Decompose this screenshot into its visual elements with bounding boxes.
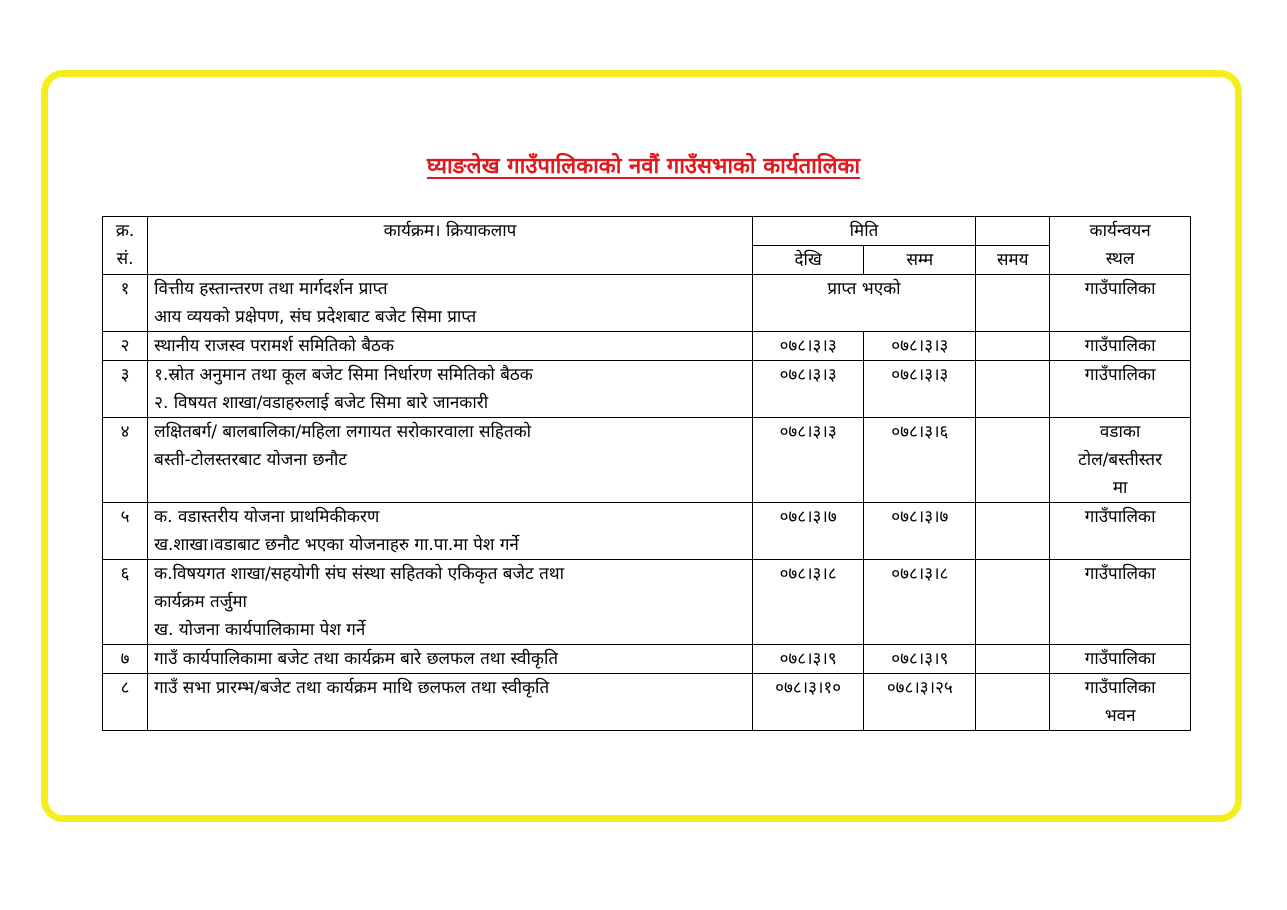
row-time (976, 275, 1050, 332)
place-line: गाउँपालिका (1084, 649, 1156, 669)
row-activity (148, 332, 753, 361)
place-line: गाउँपालिका (1084, 336, 1156, 356)
row-activity (148, 361, 753, 418)
page-title (0, 150, 1287, 180)
row-sn: १ (103, 275, 148, 332)
row-activity (148, 674, 753, 731)
row-time (976, 332, 1050, 361)
activity-line: कार्यक्रम तर्जुमा (154, 592, 247, 612)
row-place (1050, 275, 1191, 332)
row-sn: ३ (103, 361, 148, 418)
header-date: मिति (752, 217, 975, 246)
header-activity-label: कार्यक्रम। क्रियाकलाप (383, 221, 517, 241)
row-time (976, 361, 1050, 418)
table-row (103, 645, 1191, 674)
row-sn: ४ (103, 418, 148, 503)
row-sn: ७ (103, 645, 148, 674)
activity-line: ख. योजना कार्यपालिकामा पेश गर्ने (154, 620, 366, 640)
activity-line: क. वडास्तरीय योजना प्राथमिकीकरण (154, 507, 380, 527)
header-sn (103, 217, 148, 275)
header-sn-line1: क्र. (115, 221, 135, 241)
row-place (1050, 674, 1191, 731)
activity-line: लक्षितबर्ग/ बालबालिका/महिला लगायत सरोकारवाला सहितको (154, 422, 532, 442)
row-time (976, 560, 1050, 645)
header-time: समय (976, 246, 1050, 275)
row-sn: ८ (103, 674, 148, 731)
header-to: सम्म (864, 246, 976, 275)
row-time (976, 645, 1050, 674)
header-activity (148, 217, 753, 275)
row-from: ०७८।३।१० (752, 674, 864, 731)
table-row (103, 560, 1191, 645)
row-sn: ५ (103, 503, 148, 560)
activity-line: क.विषयगत शाखा/सहयोगी संघ संस्था सहितको एकिकृत बजेट तथा (154, 564, 565, 584)
row-to: ०७८।३।७ (864, 503, 976, 560)
header-place-line1: कार्यन्वयन (1089, 221, 1151, 241)
table-row (103, 418, 1191, 503)
row-sn: ६ (103, 560, 148, 645)
row-date-combined: प्राप्त भएको (752, 275, 975, 332)
row-activity (148, 418, 753, 503)
place-line: गाउँपालिका (1084, 678, 1156, 698)
row-to: ०७८।३।८ (864, 560, 976, 645)
row-to: ०७८।३।३ (864, 361, 976, 418)
row-place (1050, 418, 1191, 503)
table-row (103, 275, 1191, 332)
activity-line: वित्तीय हस्तान्तरण तथा मार्गदर्शन प्राप्त (154, 279, 388, 299)
row-to: ०७८।३।६ (864, 418, 976, 503)
header-blank (976, 217, 1050, 246)
row-activity (148, 560, 753, 645)
place-line: वडाका (1099, 422, 1141, 442)
place-line: टोल/बस्तीस्तर (1078, 450, 1163, 470)
row-from: ०७८।३।९ (752, 645, 864, 674)
row-place (1050, 332, 1191, 361)
row-from: ०७८।३।३ (752, 361, 864, 418)
row-place (1050, 503, 1191, 560)
row-activity (148, 275, 753, 332)
activity-line: स्थानीय राजस्व परामर्श समितिको बैठक (154, 336, 394, 356)
activity-line: ख.शाखा।वडाबाट छनौट भएका योजनाहरु गा.पा.मा पेश गर्ने (154, 535, 519, 555)
place-line: भवन (1104, 706, 1136, 726)
row-from: ०७८।३।३ (752, 332, 864, 361)
table-body (103, 275, 1191, 731)
activity-line: २. विषयत शाखा/वडाहरुलाई बजेट सिमा बारे जानकारी (154, 393, 489, 413)
row-to: ०७८।३।२५ (864, 674, 976, 731)
row-from: ०७८।३।७ (752, 503, 864, 560)
row-place (1050, 560, 1191, 645)
row-time (976, 674, 1050, 731)
place-line: गाउँपालिका (1084, 507, 1156, 527)
activity-line: आय व्ययको प्रक्षेपण, संघ प्रदेशबाट बजेट सिमा प्राप्त (154, 307, 477, 327)
table-row (103, 361, 1191, 418)
place-line: गाउँपालिका (1084, 279, 1156, 299)
schedule-table (102, 216, 1191, 731)
place-line: गाउँपालिका (1084, 365, 1156, 385)
header-sn-line2: सं. (116, 249, 134, 269)
page-title-text: घ्याङलेख गाउँपालिकाको नवौं गाउँसभाको कार्यतालिका (426, 154, 861, 179)
row-to: ०७८।३।३ (864, 332, 976, 361)
row-to: ०७८।३।९ (864, 645, 976, 674)
row-time (976, 503, 1050, 560)
row-activity (148, 503, 753, 560)
table-row (103, 332, 1191, 361)
place-line: गाउँपालिका (1084, 564, 1156, 584)
header-place-line2: स्थल (1105, 249, 1135, 269)
row-place (1050, 361, 1191, 418)
place-line: मा (1112, 478, 1128, 498)
header-place (1050, 217, 1191, 275)
table-row (103, 503, 1191, 560)
row-activity (148, 645, 753, 674)
activity-line: बस्ती-टोलस्तरबाट योजना छनौट (154, 450, 347, 470)
activity-line: गाउँ कार्यपालिकामा बजेट तथा कार्यक्रम बारे छलफल तथा स्वीकृति (154, 649, 559, 669)
row-sn: २ (103, 332, 148, 361)
table-header (103, 217, 1191, 275)
activity-line: गाउँ सभा प्रारम्भ/बजेट तथा कार्यक्रम माथि छलफल तथा स्वीकृति (154, 678, 550, 698)
row-place (1050, 645, 1191, 674)
table-row (103, 674, 1191, 731)
header-from: देखि (752, 246, 864, 275)
activity-line: १.स्रोत अनुमान तथा कूल बजेट सिमा निर्धारण समितिको बैठक (154, 365, 533, 385)
row-from: ०७८।३।३ (752, 418, 864, 503)
row-time (976, 418, 1050, 503)
row-from: ०७८।३।८ (752, 560, 864, 645)
